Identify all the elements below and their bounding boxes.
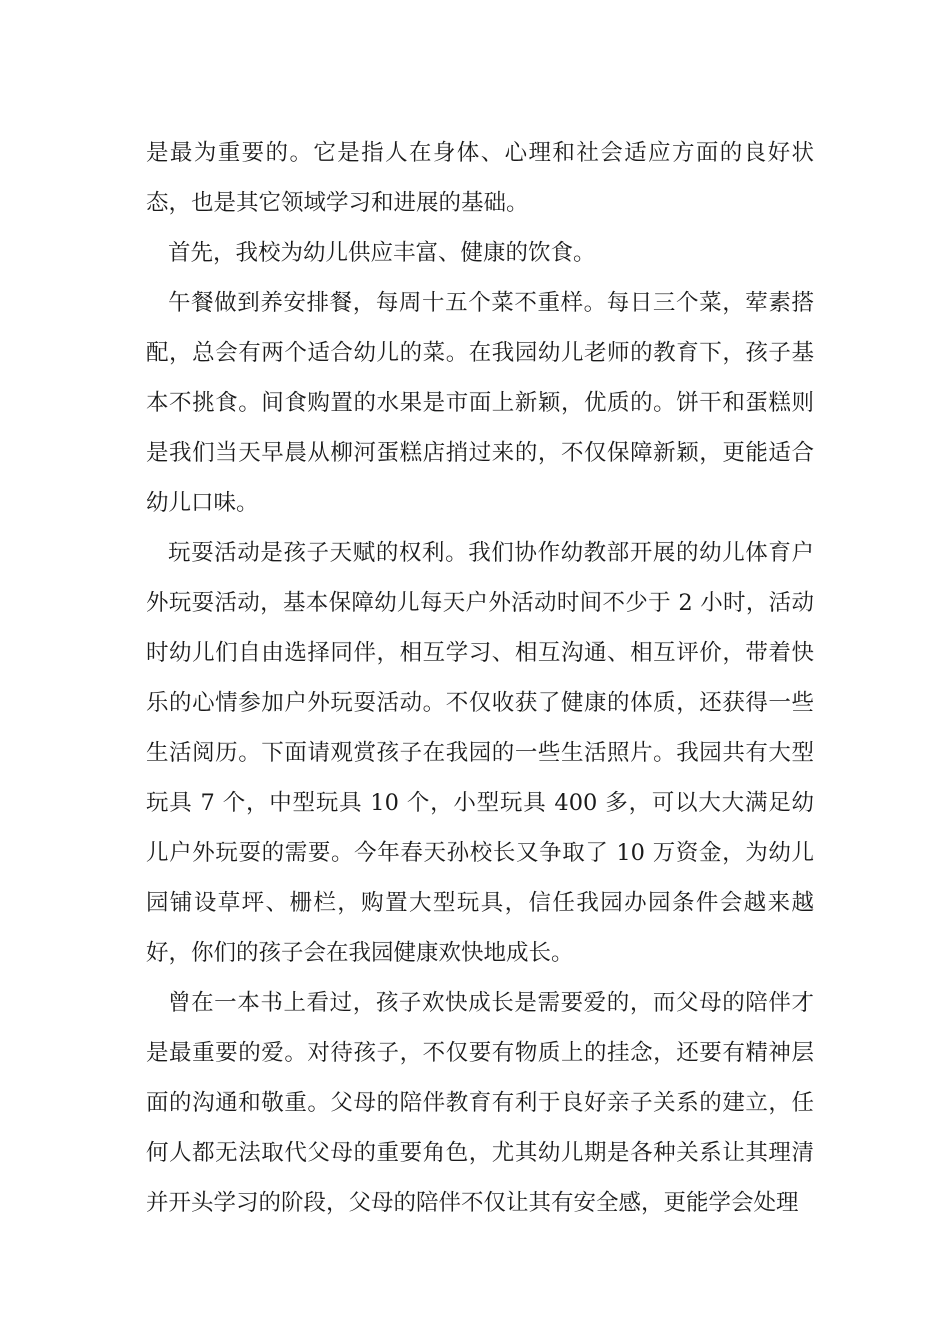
paragraph-lunch-arrangement: 午餐做到养安排餐，每周十五个菜不重样。每日三个菜，荤素搭配，总会有两个适合幼儿的菜。在我园幼儿老师的教育下，孩子基本不挑食。间食购置的水果是市面上新颖，优质的。饼干和蛋糕则是我们当天早晨从柳河蛋糕店捎过来的，不仅保障新颖，更能适合幼儿口味。 xyxy=(146,290,814,516)
paragraph-diet-intro: 首先，我校为幼儿供应丰富、健康的饮食。 xyxy=(168,240,596,266)
paragraph-health-definition: 是最为重要的。它是指人在身体、心理和社会适应方面的良好状态，也是其它领域学习和进展的基础。 xyxy=(146,140,814,216)
paragraph-parent-companionship: 曾在一本书上看过，孩子欢快成长是需要爱的，而父母的陪伴才是最重要的爱。对待孩子，不仅要有物质上的挂念，还要有精神层面的沟通和敬重。父母的陪伴教育有利于良好亲子关系的建立，任何人都无法取代父母的重要角色，尤其幼儿期是各种关系让其理清并开头学习的阶段，父母的陪伴不仅让其有安全感，更能学会处理 xyxy=(146,990,814,1216)
document-body xyxy=(146,128,814,1228)
paragraph-play-activities: 玩耍活动是孩子天赋的权利。我们协作幼教部开展的幼儿体育户外玩耍活动，基本保障幼儿每天户外活动时间不少于 2 小时，活动时幼儿们自由选择同伴，相互学习、相互沟通、相互评价，带着快乐的心情参加户外玩耍活动。不仅收获了健康的体质，还获得一些生活阅历。下面请观赏孩子在我园的一些生活照片。我园共有大型玩具 7 个，中型玩具 10 个，小型玩具 400 多，可以大大满足幼儿户外玩耍的需要。今年春天孙校长又争取了 10 万资金，为幼儿园铺设草坪、栅栏，购置大型玩具，信任我园办园条件会越来越好，你们的孩子会在我园健康欢快地成长。 xyxy=(146,540,814,966)
